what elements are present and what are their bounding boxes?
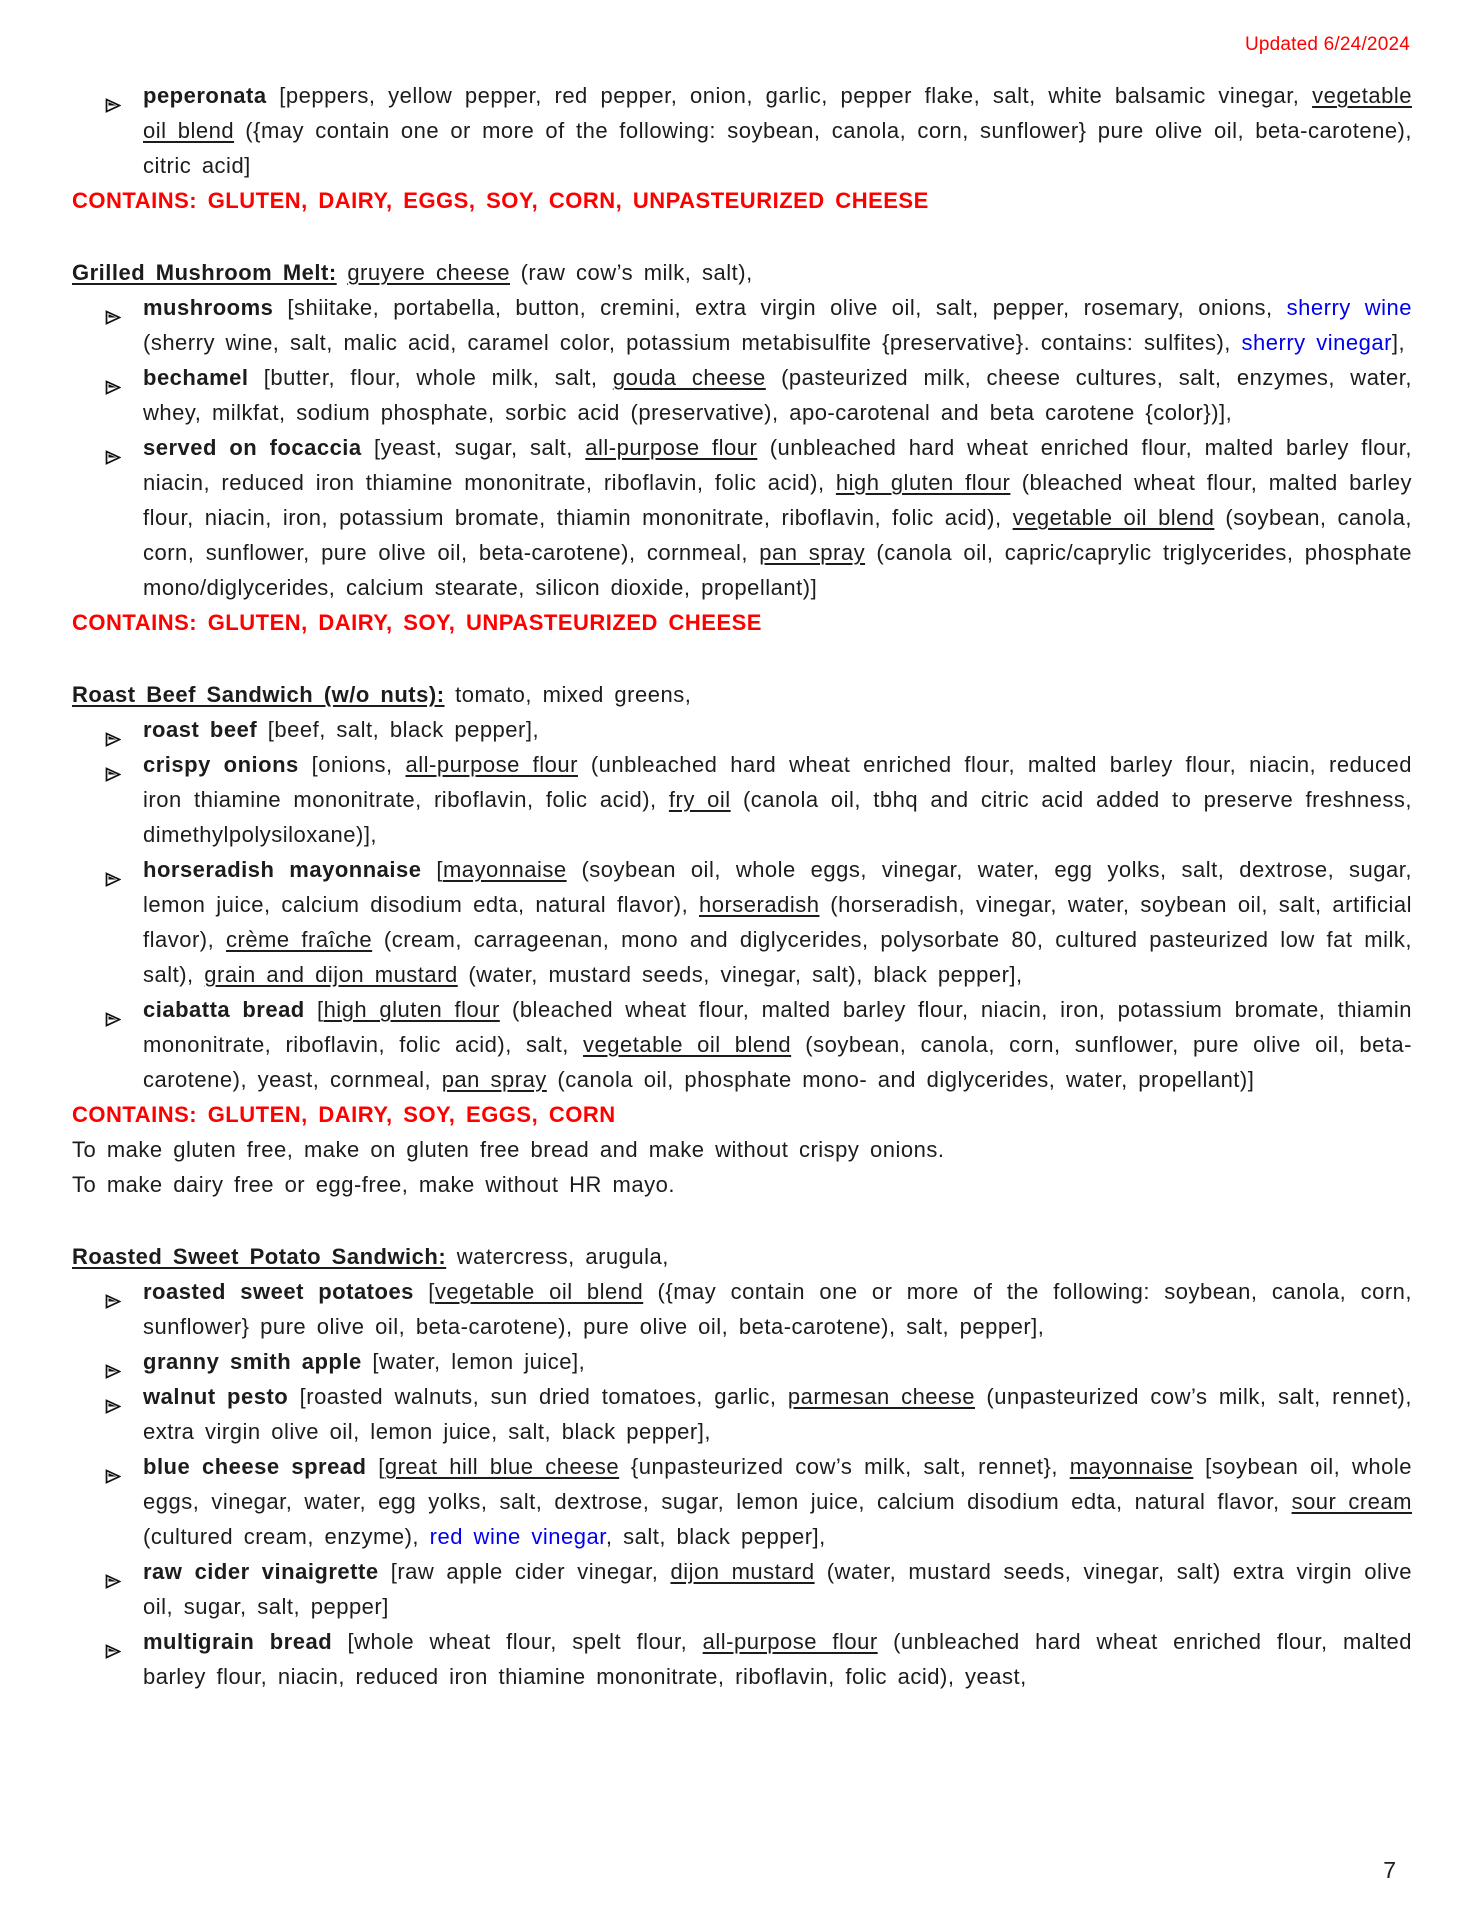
document-sections [72,78,1412,1694]
section-title: Roasted Sweet Potato Sandwich: [72,1244,447,1269]
bullet-arrow-icon [105,88,121,103]
text-segment: [ [366,1454,385,1479]
underlined-sub-ingredient: all-purpose flour [585,435,758,460]
text-segment: (water, mustard seeds, vinegar, salt) extra virgin olive oil, sugar, salt, pepper] [143,1559,1412,1619]
section-title: Grilled Mushroom Melt: [72,260,337,285]
ingredient-bullet-roasted-sweet-potatoes [72,1274,1412,1344]
text-segment: (soybean, canola, corn, sunflower, pure olive oil, beta-carotene), yeast, cornmeal, [143,1032,1412,1092]
underlined-sub-ingredient: great hill blue cheese [384,1454,620,1479]
underlined-sub-ingredient: parmesan cheese [787,1384,976,1409]
ingredient-name: ciabatta bread [143,997,305,1022]
text-segment: (bleached wheat flour, malted barley flour, niacin, iron, potassium bromate, thiamin mononitrate, riboflavin, folic acid), [143,470,1412,530]
underlined-sub-ingredient: pan spray [441,1067,547,1092]
text-segment: [peppers, yellow pepper, red pepper, onion, garlic, pepper flake, salt, white balsamic vinegar, [266,83,1313,108]
underlined-sub-ingredient: vegetable oil blend [583,1032,792,1057]
ingredient-bullet-ciabatta-bread [72,992,1412,1097]
ingredient-name: blue cheese spread [143,1454,367,1479]
text-segment: [butter, flour, whole milk, salt, [248,365,613,390]
ingredient-bullet-horseradish-mayonnaise [72,852,1412,992]
text-segment: (cream, carrageenan, mono and diglycerides, polysorbate 80, cultured pasteurized low fat milk, salt), [143,927,1412,987]
menu-section [72,677,1412,1202]
updated-date: Updated 6/24/2024 [1244,34,1410,55]
text-segment: (pasteurized milk, cheese cultures, salt, enzymes, water, whey, milkfat, sodium phosphate, sorbic acid (preservative), apo-carotenal and beta carotene {color})], [143,365,1413,425]
text-segment: [ [304,997,324,1022]
text-segment: (canola oil, capric/caprylic triglycerides, phosphate mono/diglycerides, calcium stearate, silicon dioxide, propellant)] [143,540,1412,600]
link-text[interactable]: sherry vinegar [1241,330,1392,355]
page-number: 7 [1383,1857,1396,1883]
ingredient-name: roast beef [143,717,258,742]
ingredient-bullet-peperonata [72,78,1412,183]
ingredient-name: bechamel [143,365,249,390]
bullet-text [143,752,1412,847]
text-segment: , salt, black pepper], [605,1524,826,1549]
underlined-sub-ingredient: vegetable oil blend [143,83,1412,143]
section-heading [72,677,1412,712]
ingredient-name: roasted sweet potatoes [143,1279,414,1304]
ingredient-bullet-multigrain-bread [72,1624,1412,1694]
underlined-sub-ingredient: grain and dijon mustard [204,962,458,987]
link-text[interactable]: red wine vinegar [429,1524,606,1549]
text-segment: (unbleached hard wheat enriched flour, malted barley flour, niacin, reduced iron thiamine mononitrate, riboflavin, folic acid), [143,435,1412,495]
bullet-text [143,997,1412,1092]
ingredient-name: served on focaccia [143,435,362,460]
text-segment: [water, lemon juice], [361,1349,586,1374]
menu-section [72,255,1412,640]
menu-section [72,1239,1412,1694]
ingredient-bullet-mushrooms [72,290,1412,360]
bullet-text [143,1454,1412,1549]
bullet-arrow-icon [105,1459,121,1474]
underlined-sub-ingredient: mayonnaise [442,857,567,882]
bullet-text [143,1349,585,1374]
ingredient-name: multigrain bread [143,1629,333,1654]
section-heading [72,255,1412,290]
bullet-text [143,435,1412,600]
text-segment [337,260,348,285]
bullet-arrow-icon [105,1389,121,1404]
text-segment: (unbleached hard wheat enriched flour, malted barley flour, niacin, reduced iron thiamine mononitrate, riboflavin, folic acid), [143,752,1413,812]
underlined-sub-ingredient: high gluten flour [323,997,500,1022]
text-segment: (unbleached hard wheat enriched flour, malted barley flour, niacin, reduced iron thiamine mononitrate, riboflavin, folic acid), yeast, [143,1629,1412,1689]
bullet-arrow-icon [105,1284,121,1299]
ingredient-bullet-granny-smith-apple [72,1344,1412,1379]
text-segment: ({may contain one or more of the following: soybean, canola, corn, sunflower} pure olive oil, beta-carotene), pure olive oil, beta-carotene), salt, pepper], [143,1279,1413,1339]
ingredient-bullet-roast-beef [72,712,1412,747]
ingredient-bullet-crispy-onions [72,747,1412,852]
ingredient-name: peperonata [143,83,267,108]
text-segment: (raw cow’s milk, salt), [509,260,753,285]
ingredient-bullet-served-on-focaccia [72,430,1412,605]
text-segment: [raw apple cider vinegar, [378,1559,671,1584]
ingredient-name: mushrooms [143,295,274,320]
text-segment: [soybean oil, whole eggs, vinegar, water, egg yolks, salt, dextrose, sugar, lemon juice, calcium disodium edta, natural flavor, [143,1454,1412,1514]
underlined-sub-ingredient: crème fraîche [226,927,373,952]
text-segment: (horseradish, vinegar, water, soybean oil, salt, artificial flavor), [143,892,1412,952]
underlined-sub-ingredient: dijon mustard [670,1559,815,1584]
ingredient-bullet-raw-cider-vinaigrette [72,1554,1412,1624]
bullet-text [143,1384,1412,1444]
text-segment: tomato, mixed greens, [444,682,692,707]
underlined-sub-ingredient: mayonnaise [1069,1454,1194,1479]
text-segment: [shiitake, portabella, button, cremini, extra virgin olive oil, salt, pepper, rosemary, onions, [273,295,1287,320]
underlined-sub-ingredient: vegetable oil blend [434,1279,644,1304]
ingredient-bullet-bechamel [72,360,1412,430]
text-segment: ({may contain one or more of the following: soybean, canola, corn, sunflower} pure olive oil, beta-carotene), citric acid] [143,118,1412,178]
ingredient-name: granny smith apple [143,1349,362,1374]
bullet-text [143,295,1412,355]
menu-section [72,78,1412,218]
modification-note: To make dairy free or egg-free, make without HR mayo. [72,1172,675,1197]
bullet-text [143,857,1412,987]
section-title: Roast Beef Sandwich (w/o nuts): [72,682,445,707]
bullet-arrow-icon [105,862,121,877]
text-segment: (soybean, canola, corn, sunflower, pure olive oil, beta-carotene), cornmeal, [143,505,1412,565]
text-segment: ], [1391,330,1406,355]
bullet-arrow-icon [105,1354,121,1369]
bullet-text [143,1279,1412,1339]
modification-note: To make gluten free, make on gluten free bread and make without crispy onions. [72,1137,945,1162]
text-segment: (sherry wine, salt, malic acid, caramel color, potassium metabisulfite {preservative}. contains: sulfites), [143,330,1242,355]
allergen-contains-line: CONTAINS: GLUTEN, DAIRY, EGGS, SOY, CORN, UNPASTEURIZED CHEESE [72,188,929,213]
bullet-arrow-icon [105,1564,121,1579]
text-segment: watercress, arugula, [446,1244,669,1269]
bullet-arrow-icon [105,757,121,772]
text-segment: [ [413,1279,435,1304]
text-segment: (canola oil, tbhq and citric acid added to preserve freshness, dimethylpolysiloxane)], [143,787,1412,847]
bullet-arrow-icon [105,300,121,315]
ingredient-bullet-blue-cheese-spread [72,1449,1412,1554]
link-text[interactable]: sherry wine [1286,295,1413,320]
underlined-sub-ingredient: gouda cheese [612,365,766,390]
underlined-sub-ingredient: all-purpose flour [405,752,578,777]
ingredient-bullet-walnut-pesto [72,1379,1412,1449]
bullet-text [143,1629,1412,1689]
text-segment: [yeast, sugar, salt, [361,435,586,460]
text-segment: (canola oil, phosphate mono- and diglycerides, water, propellant)] [546,1067,1255,1092]
underlined-sub-ingredient: fry oil [668,787,731,812]
text-segment: (cultured cream, enzyme), [143,1524,430,1549]
bullet-arrow-icon [105,370,121,385]
bullet-arrow-icon [105,1002,121,1017]
allergen-contains-line: CONTAINS: GLUTEN, DAIRY, SOY, UNPASTEURIZED CHEESE [72,610,762,635]
bullet-text [143,365,1412,425]
ingredient-name: horseradish mayonnaise [143,857,422,882]
underlined-sub-ingredient: gruyere cheese [347,260,510,285]
section-heading [72,1239,1412,1274]
underlined-sub-ingredient: horseradish [699,892,820,917]
text-segment: (water, mustard seeds, vinegar, salt), black pepper], [457,962,1023,987]
bullet-text [143,1559,1412,1619]
underlined-sub-ingredient: all-purpose flour [702,1629,878,1654]
text-segment: [roasted walnuts, sun dried tomatoes, garlic, [288,1384,788,1409]
ingredient-name: raw cider vinaigrette [143,1559,379,1584]
bullet-arrow-icon [105,722,121,737]
text-segment: [onions, [298,752,406,777]
ingredient-name: walnut pesto [143,1384,289,1409]
text-segment: [whole wheat flour, spelt flour, [332,1629,703,1654]
text-segment: (unpasteurized cow’s milk, salt, rennet), extra virgin olive oil, lemon juice, salt, black pepper], [143,1384,1412,1444]
bullet-arrow-icon [105,440,121,455]
bullet-text [143,83,1412,178]
allergen-contains-line: CONTAINS: GLUTEN, DAIRY, SOY, EGGS, CORN [72,1102,616,1127]
text-segment: [ [421,857,443,882]
text-segment: (bleached wheat flour, malted barley flour, niacin, iron, potassium bromate, thiamin mononitrate, riboflavin, folic acid), salt, [143,997,1412,1057]
underlined-sub-ingredient: high gluten flour [835,470,1011,495]
text-segment: {unpasteurized cow’s milk, salt, rennet}, [619,1454,1070,1479]
text-segment: (soybean oil, whole eggs, vinegar, water, egg yolks, salt, dextrose, sugar, lemon juice, calcium disodium edta, natural flavor), [143,857,1412,917]
bullet-arrow-icon [105,1634,121,1649]
underlined-sub-ingredient: vegetable oil blend [1012,505,1215,530]
ingredient-name: crispy onions [143,752,299,777]
text-segment: [beef, salt, black pepper], [257,717,540,742]
underlined-sub-ingredient: pan spray [759,540,866,565]
bullet-text [143,717,539,742]
underlined-sub-ingredient: sour cream [1291,1489,1412,1514]
